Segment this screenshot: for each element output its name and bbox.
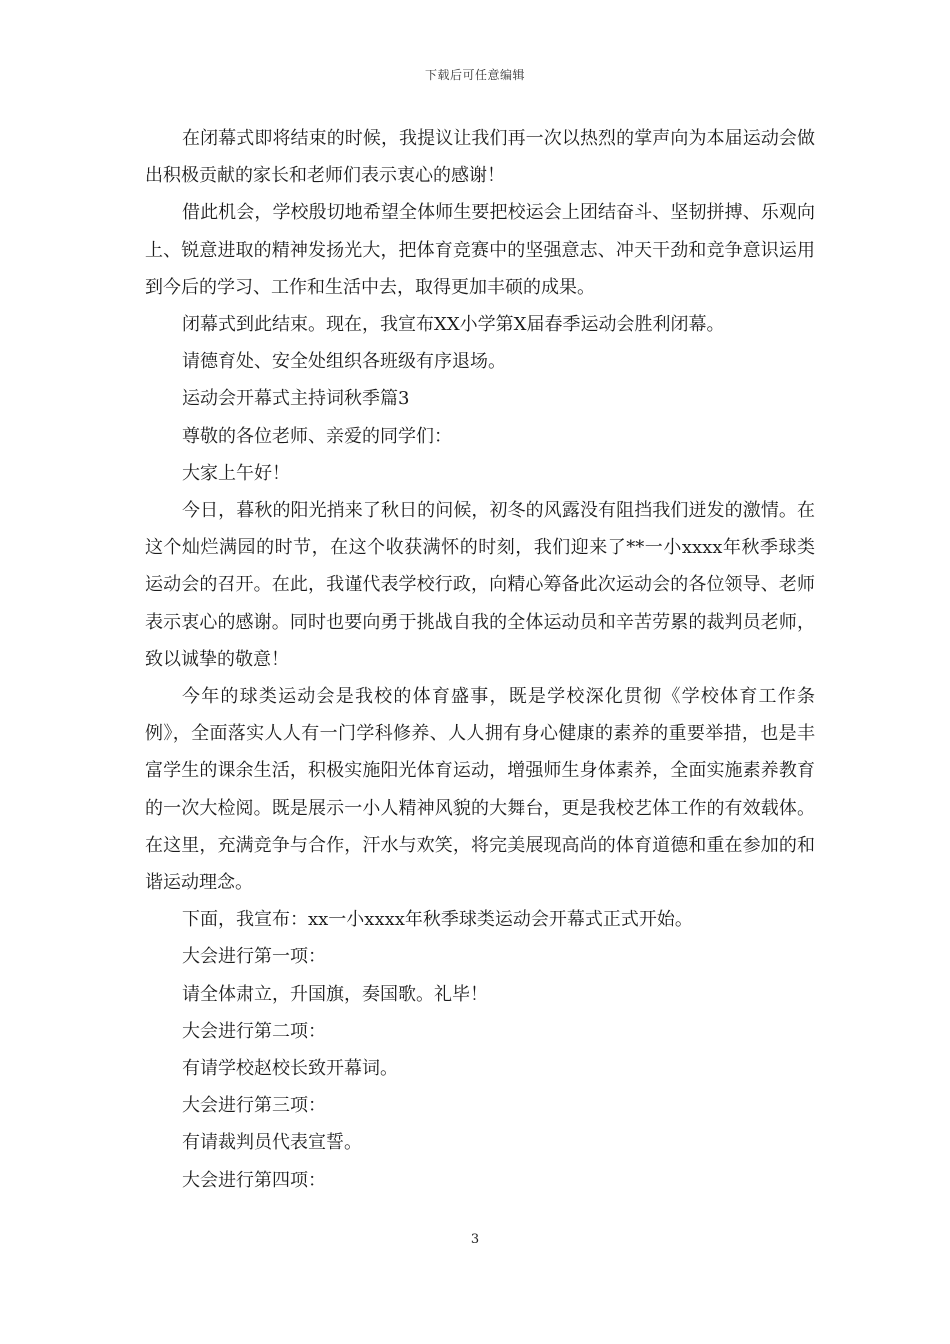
- paragraph: 有请学校赵校长致开幕词。: [182, 1058, 398, 1080]
- paragraph: 闭幕式到此结束。现在，我宣布XX小学第X届春季运动会胜利闭幕。: [182, 314, 725, 336]
- body-text: [145, 120, 815, 1199]
- paragraph: 有请裁判员代表宣誓。: [182, 1132, 362, 1154]
- paragraph: 请全体肃立，升国旗，奏国歌。礼毕！: [182, 983, 488, 1005]
- paragraph: 请德育处、安全处组织各班级有序退场。: [182, 351, 506, 373]
- salutation: 尊敬的各位老师、亲爱的同学们：: [182, 425, 452, 447]
- agenda-item: 大会进行第四项：: [182, 1169, 326, 1191]
- greeting: 大家上午好！: [182, 462, 290, 484]
- paragraph: 借此机会，学校殷切地希望全体师生要把校运会上团结奋斗、坚韧拼搏、乐观向上、锐意进取的精神发扬光大，把体育竞赛中的坚强意志、冲天干劲和竞争意识运用到今后的学习、工作和生活中去，取得更加丰硕的成果。: [145, 202, 815, 298]
- section-heading: 运动会开幕式主持词秋季篇3: [182, 388, 410, 410]
- paragraph: 在闭幕式即将结束的时候，我提议让我们再一次以热烈的掌声向为本届运动会做出积极贡献的家长和老师们表示衷心的感谢！: [145, 128, 815, 187]
- paragraph: 今日，暮秋的阳光捎来了秋日的问候，初冬的风露没有阻挡我们迸发的激情。在这个灿烂满园的时节，在这个收获满怀的时刻，我们迎来了**一小xxxx年秋季球类运动会的召开。在此，我谨代表学校行政，向精心筹备此次运动会的各位领导、老师表示衷心的感谢。同时也要向勇于挑战自我的全体运动员和辛苦劳累的裁判员老师，致以诚挚的敬意！: [145, 500, 815, 670]
- agenda-item: 大会进行第二项：: [182, 1020, 326, 1042]
- page-number: 3: [470, 1232, 480, 1247]
- header-note: 下载后可任意编辑: [424, 68, 525, 82]
- agenda-item: 大会进行第三项：: [182, 1095, 326, 1117]
- paragraph: 下面，我宣布：xx一小xxxx年秋季球类运动会开幕式正式开始。: [182, 909, 693, 931]
- paragraph: 今年的球类运动会是我校的体育盛事，既是学校深化贯彻《学校体育工作条例》，全面落实人人有一门学科修养、人人拥有身心健康的素养的重要举措，也是丰富学生的课余生活，积极实施阳光体育运动，增强师生身体素养，全面实施素养教育的一次大检阅。既是展示一小人精神风貌的大舞台，更是我校艺体工作的有效载体。在这里，充满竞争与合作，汗水与欢笑，将完美展现高尚的体育道德和重在参加的和谐运动理念。: [145, 686, 815, 894]
- agenda-item: 大会进行第一项：: [182, 946, 326, 968]
